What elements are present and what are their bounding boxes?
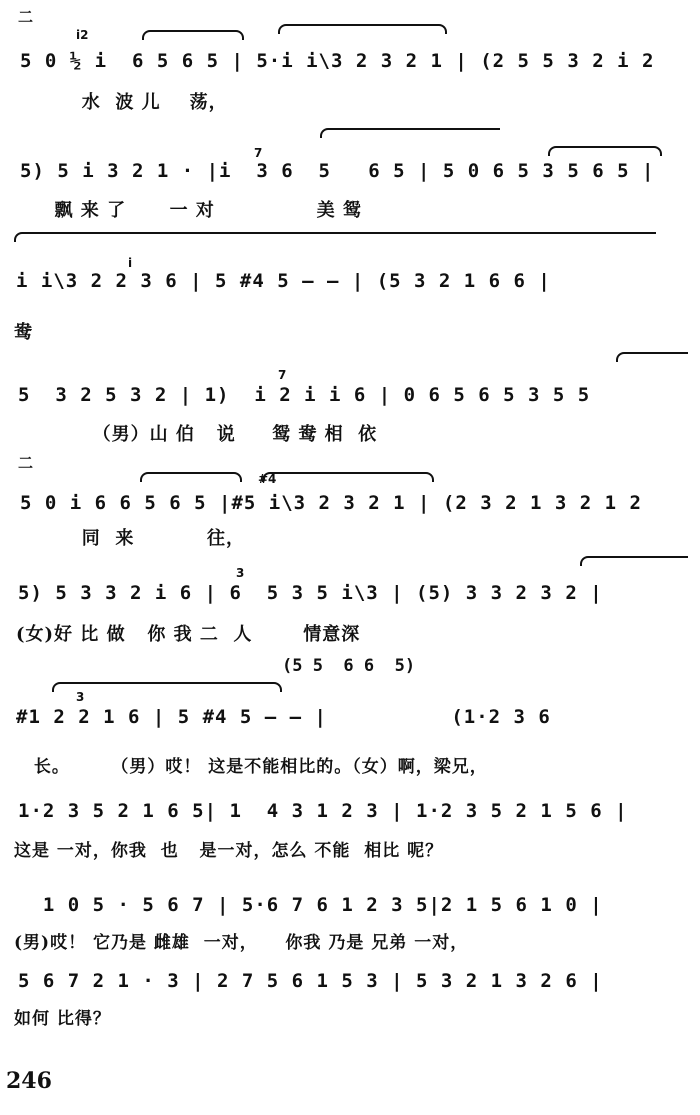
accompaniment-line: (5 5 6 6 5) <box>282 656 416 676</box>
slur <box>140 472 242 482</box>
notation-line: 5) 5 3 3 2 i 6 | 6 5 3 5 i\3 | (5) 3 3 2 3 2 | <box>18 582 603 604</box>
lyric-line: 同 来 往， <box>60 528 245 549</box>
notation-line: 1 0 5 · 5 6 7 | 5·6 7 6 1 2 3 5|2 1 5 6 1 0 | <box>18 894 603 916</box>
lyric-line: 鸯 <box>14 322 33 343</box>
slur <box>320 128 500 138</box>
slur <box>142 30 244 40</box>
notation-line: 1·2 3 5 2 1 6 5| 1 4 3 1 2 3 | 1·2 3 5 2 1 5 6 | <box>18 800 628 822</box>
lyric-line: 飘 来 了 一 对 美 鸳 <box>40 200 362 221</box>
lyric-line: 如何 比得？ <box>14 1009 111 1029</box>
page-number: 246 <box>6 1068 52 1094</box>
notation-line: 5 0 i 6 6 5 6 5 |#5 i\3 2 3 2 1 | (2 3 2 1 3 2 1 2 <box>20 492 642 514</box>
lyric-line: 这是 一对，你我 也 是一对，怎么 不能 相比 呢？ <box>14 841 444 861</box>
slur <box>262 472 434 482</box>
notation-line: i i\3 2 2 3 6 | 5 #4 5 — — | (5 3 2 1 6 6 | <box>16 270 551 292</box>
lyric-line: (男)哎！ 它乃是 雌雄 一对， 你我 乃是 兄弟 一对， <box>14 933 469 953</box>
notation-line: 5 6 7 2 1 · 3 | 2 7 5 6 1 5 3 | 5 3 2 1 3 2 6 | <box>18 970 603 992</box>
slur <box>14 232 656 242</box>
tempo-marker: 二 <box>18 454 34 472</box>
grace-note: i <box>128 256 133 270</box>
slur <box>580 556 688 566</box>
grace-note: 7 <box>278 368 287 382</box>
lyric-line: （男）山 伯 说 鸳 鸯 相 依 <box>20 424 378 445</box>
notation-line: 5 0 ½ i 6 5 6 5 | 5·i i\3 2 3 2 1 | (2 5 5 3 2 i 2 <box>20 50 655 72</box>
notation-line: 5 3 2 5 3 2 | 1) i 2 i i 6 | 0 6 5 6 5 3 5 5 <box>18 384 591 406</box>
slur <box>548 146 662 156</box>
slur <box>52 682 282 692</box>
notation-line: #1 2 2 1 6 | 5 #4 5 — — | (1·2 3 6 <box>16 706 551 728</box>
grace-note: #4 <box>258 472 277 486</box>
grace-note: 3 <box>236 566 245 580</box>
lyric-line: (女)好 比 做 你 我 二 人 情意深 <box>16 624 361 645</box>
lyric-line: 长。 （男）哎！ 这是不能相比的。（女）啊，梁兄， <box>20 757 488 777</box>
grace-note: i2 <box>76 28 89 42</box>
grace-note: 3 <box>76 690 85 704</box>
slur <box>278 24 447 34</box>
notation-line: 5) 5 i 3 2 1 · |i 3 6 5 6 5 | 5 0 6 5 3 5 6 5 | <box>20 160 655 182</box>
lyric-line: 水 波 儿 荡， <box>60 92 228 113</box>
slur <box>616 352 688 362</box>
grace-note: 7 <box>254 146 263 160</box>
tempo-marker: 二 <box>18 8 34 26</box>
